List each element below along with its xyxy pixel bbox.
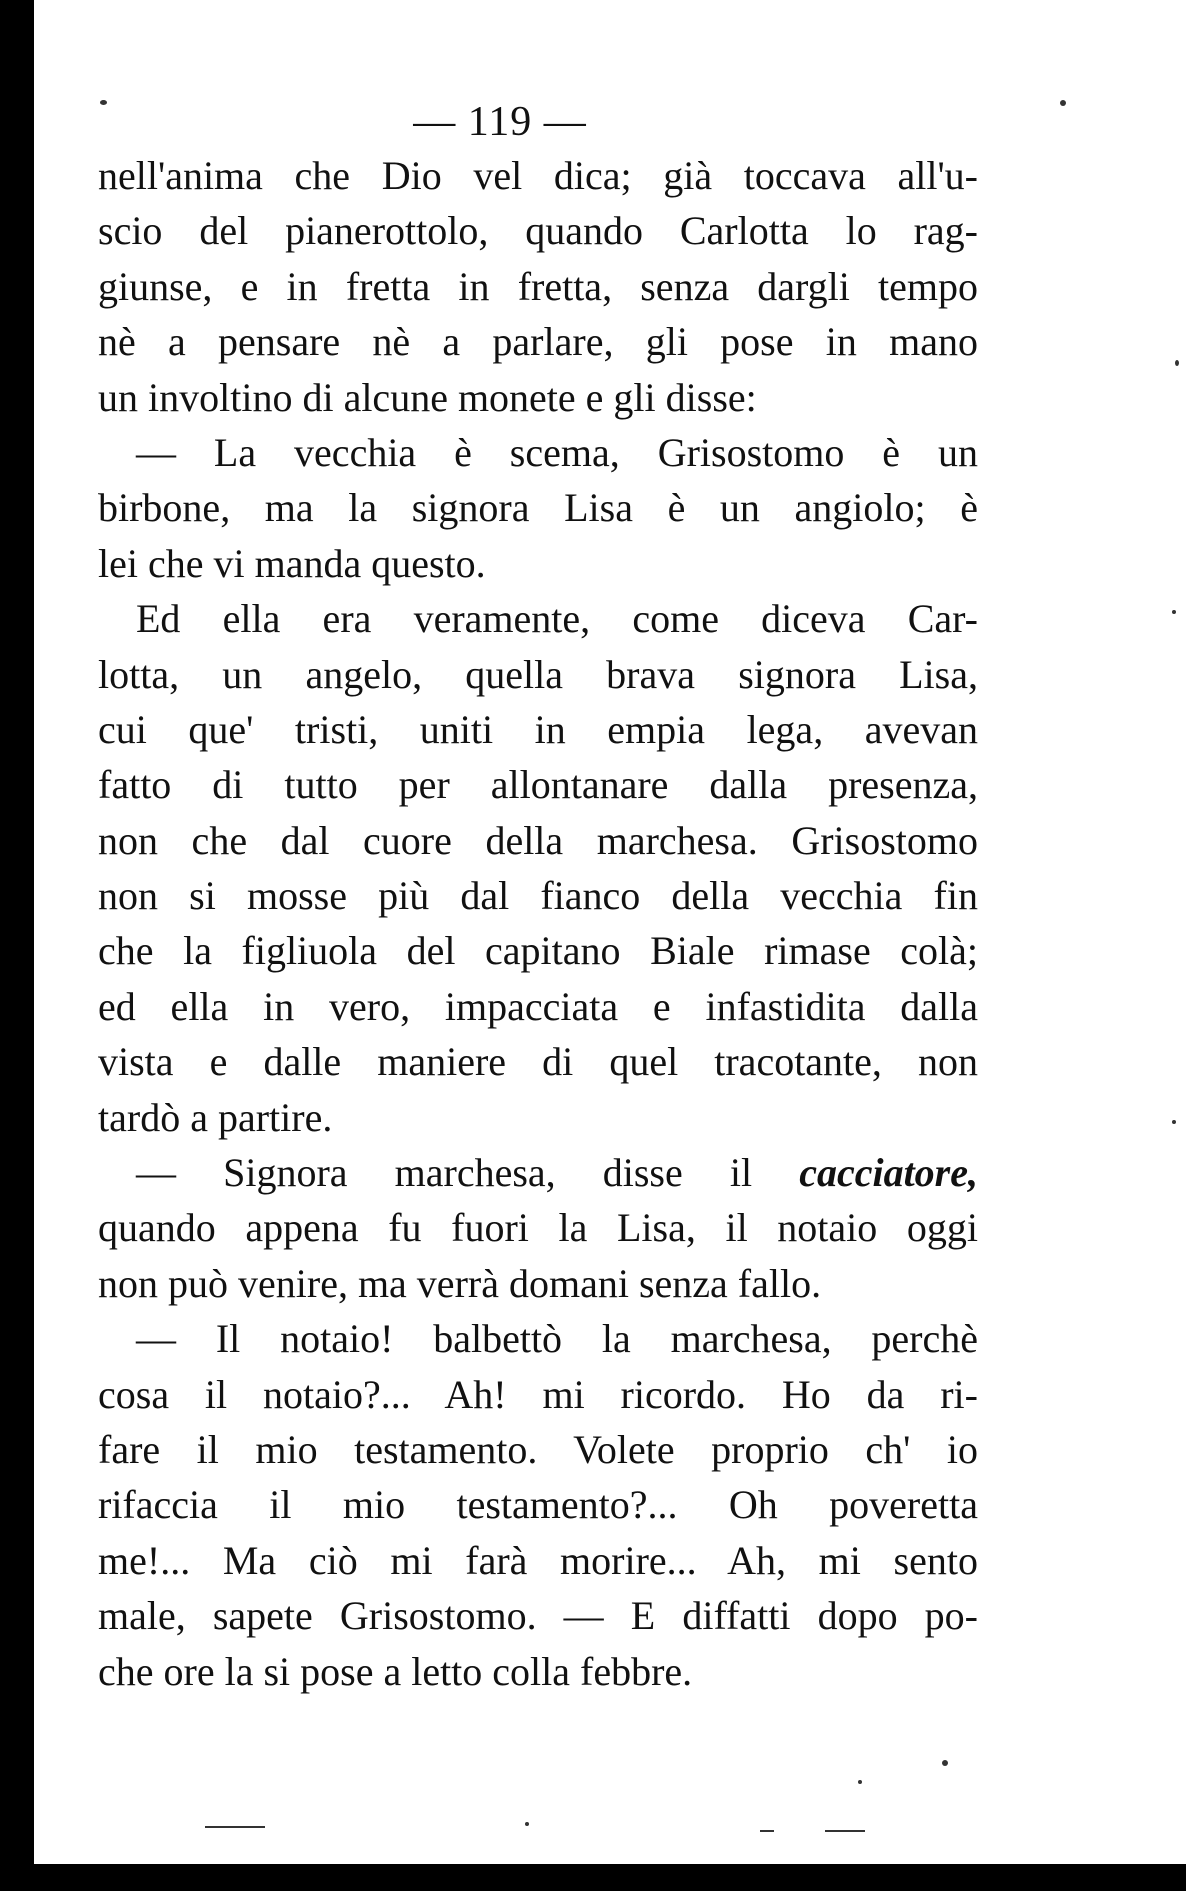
scan-speck <box>1172 1120 1176 1124</box>
scan-speck <box>1060 100 1066 106</box>
body-text <box>98 148 978 1699</box>
text-line: nè a pensare nè a parlare, gli pose in mano <box>98 319 978 365</box>
italic-word: cacciatore, <box>799 1150 978 1196</box>
text-line: — La vecchia è scema, Grisostomo è un <box>136 429 978 475</box>
scan-speck <box>525 1822 529 1826</box>
scan-speck <box>1172 610 1176 614</box>
text-line: lotta, un angelo, quella brava signora Lisa, <box>98 651 978 697</box>
text-line <box>98 1145 978 1200</box>
text-line: rifaccia il mio testamento?... Oh poveretta <box>98 1482 978 1528</box>
text-line: fare il mio testamento. Volete proprio ch' io <box>98 1426 978 1472</box>
text-line: birbone, ma la signora Lisa è un angiolo; è <box>98 485 978 531</box>
page-number: — 119 — <box>413 99 587 145</box>
text-line: che la figliuola del capitano Biale rimase colà; <box>98 928 978 974</box>
text-line: non che dal cuore della marchesa. Grisostomo <box>98 817 978 863</box>
text-segment: — Signora marchesa, disse il <box>136 1150 800 1196</box>
scan-speck <box>942 1760 948 1766</box>
text-line: che ore la si pose a letto colla febbre. <box>98 1648 693 1694</box>
text-line: cosa il notaio?... Ah! mi ricordo. Ho da ri- <box>98 1371 978 1417</box>
text-line: fatto di tutto per allontanare dalla presenza, <box>98 762 978 808</box>
scan-speck <box>858 1780 862 1784</box>
scan-speck <box>760 1830 774 1832</box>
text-line: me!... Ma ciò mi farà morire... Ah, mi sento <box>98 1537 978 1583</box>
text-line: non si mosse più dal fianco della vecchia fin <box>98 873 978 919</box>
text-line: tardò a partire. <box>98 1094 333 1140</box>
text-line: nell'anima che Dio vel dica; già toccava all'u- <box>98 153 978 198</box>
text-line: quando appena fu fuori la Lisa, il notaio oggi <box>98 1205 978 1251</box>
text-line: vista e dalle maniere di quel tracotante, non <box>98 1039 978 1085</box>
text-line: Ed ella era veramente, come diceva Car- <box>136 596 978 642</box>
text-line: male, sapete Grisostomo. — E diffatti dopo po- <box>98 1593 978 1639</box>
scan-speck <box>205 1826 265 1828</box>
text-line: — Il notaio! balbettò la marchesa, perchè <box>136 1316 978 1362</box>
text-line: giunse, e in fretta in fretta, senza dargli tempo <box>98 263 978 309</box>
text-line: un involtino di alcune monete e gli disse: <box>98 374 757 420</box>
text-line: cui que' tristi, uniti in empia lega, avevan <box>98 706 978 752</box>
scan-bottom-border <box>0 1864 1186 1891</box>
scan-speck <box>825 1830 865 1832</box>
text-line: lei che vi manda questo. <box>98 540 486 586</box>
scan-left-border <box>0 0 34 1891</box>
text-line: ed ella in vero, impacciata e infastidita dalla <box>98 983 978 1029</box>
scan-speck <box>100 100 107 105</box>
scan-speck <box>1175 360 1179 366</box>
text-line: non può venire, ma verrà domani senza fallo. <box>98 1260 822 1306</box>
text-line: scio del pianerottolo, quando Carlotta lo rag- <box>98 208 978 254</box>
